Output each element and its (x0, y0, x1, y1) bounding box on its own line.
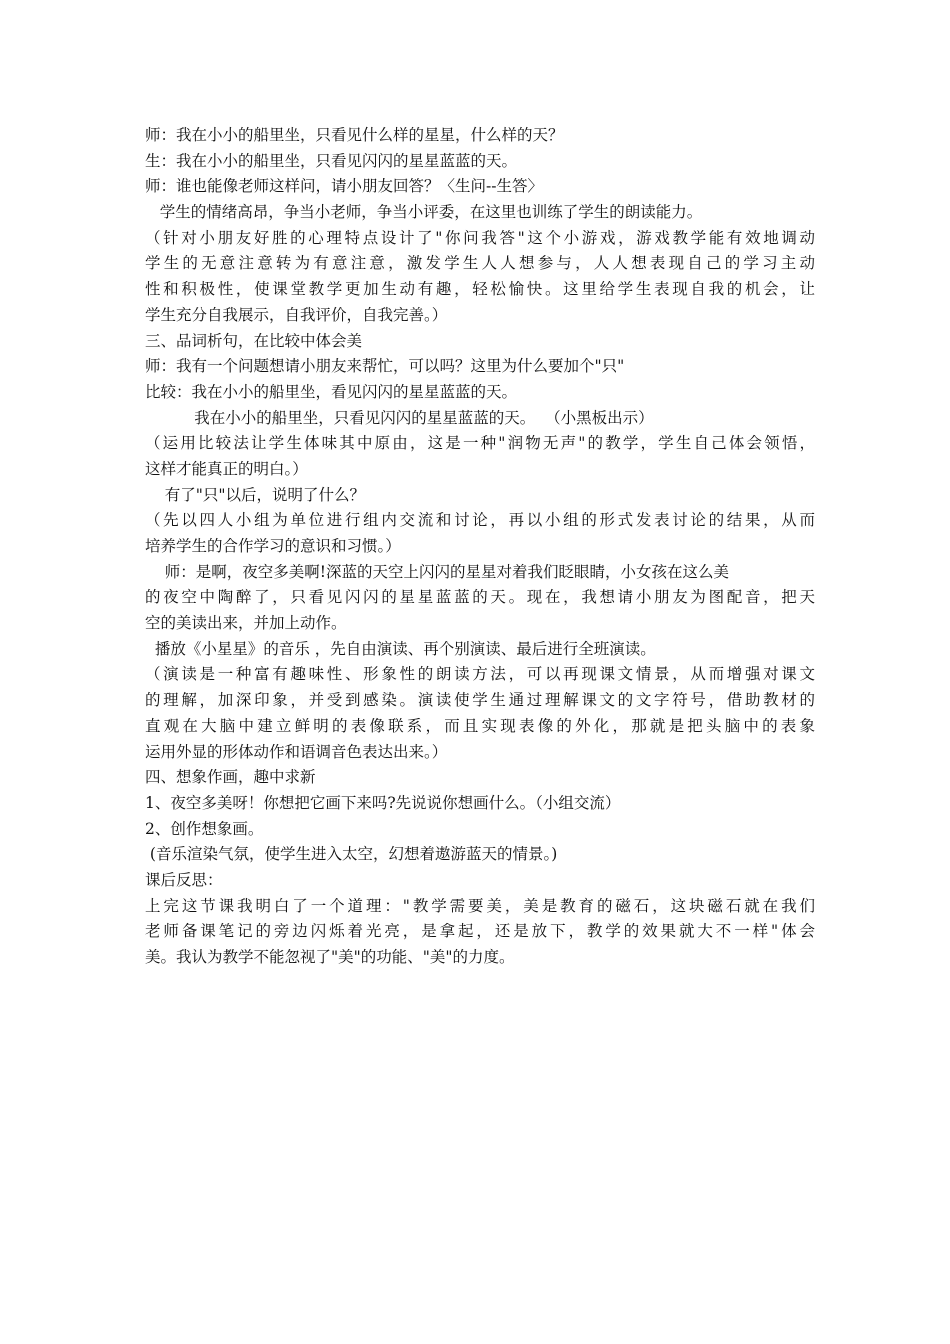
text-line: 培养学生的合作学习的意识和习惯。） (145, 537, 401, 555)
text-line: 上完这节课我明白了一个道理："教学需要美，美是教育的磁石，这块磁石就在我们 (145, 896, 815, 915)
text-line: 这样才能真正的明白。） (145, 459, 308, 478)
text-line: 运用外显的形体动作和语调音色表达出来。） (145, 742, 448, 761)
text-line: 学生的情绪高昂，争当小老师，争当小评委，在这里也训练了学生的朗读能力。 (145, 203, 703, 222)
text-line: （运用比较法让学生体味其中原由，这是一种"润物无声"的教学，学生自己体会领悟， (145, 434, 815, 453)
text-line: 生：我在小小的船里坐，只看见闪闪的星星蓝蓝的天。 (145, 151, 518, 170)
text-line: 的理解，加深印象，并受到感染。演读使学生通过理解课文的文字符号，借助教材的 (145, 691, 815, 710)
document-body (145, 123, 815, 971)
text-line: 学生充分自我展示，自我评价，自我完善。） (145, 305, 448, 324)
text-line: 师：我有一个问题想请小朋友来帮忙，可以吗？这里为什么要加个"只" (145, 357, 625, 376)
text-line: 2、创作想象画。 (145, 819, 264, 838)
text-line: 师：谁也能像老师这样问，请小朋友回答？〈生问--生答〉 (145, 177, 543, 196)
text-line: 老师备课笔记的旁边闪烁着光亮，是拿起，还是放下，教学的效果就大不一样"体会 (145, 922, 815, 941)
text-line: 有了"只"以后，说明了什么？ (145, 485, 365, 504)
text-line: 直观在大脑中建立鲜明的表像联系，而且实现表像的外化，那就是把头脑中的表象 (145, 716, 815, 735)
text-line: 1、夜空多美呀！你想把它画下来吗?先说说你想画什么。（小组交流） (145, 793, 621, 812)
text-line: 师：我在小小的船里坐，只看见什么样的星星，什么样的天？ (145, 126, 564, 144)
text-line: 美。我认为教学不能忽视了"美"的功能、"美"的力度。 (145, 948, 515, 966)
text-line: 学生的无意注意转为有意注意，激发学生人人想参与，人人想表现自己的学习主动 (145, 254, 815, 273)
text-line: (音乐渲染气氛，使学生进入太空，幻想着遨游蓝天的情景。) (145, 845, 558, 864)
section-heading: 三、品词析句，在比较中体会美 (145, 331, 363, 350)
text-line: （演读是一种富有趣味性、形象性的朗读方法，可以再现课文情景，从而增强对课文 (145, 665, 815, 684)
text-line: 师：是啊，夜空多美啊!深蓝的天空上闪闪的星星对着我们眨眼睛，小女孩在这么美 (145, 562, 729, 581)
text-line: （针对小朋友好胜的心理特点设计了"你问我答"这个小游戏，游戏教学能有效地调动 (145, 228, 815, 247)
text-line: 比较：我在小小的船里坐，看见闪闪的星星蓝蓝的天。 (145, 382, 518, 401)
text-line: 空的美读出来，并加上动作。 (145, 614, 347, 633)
text-line: 性和积极性，使课堂教学更加生动有趣，轻松愉快。这里给学生表现自我的机会，让 (145, 280, 815, 299)
section-heading: 四、想象作画，趣中求新 (145, 768, 316, 787)
text-line: 我在小小的船里坐，只看见闪闪的星星蓝蓝的天。 （小黑板出示） (145, 408, 654, 427)
text-line: 播放《小星星》的音乐 ，先自由演读、再个别演读、最后进行全班演读。 (145, 639, 656, 658)
text-line: （先以四人小组为单位进行组内交流和讨论，再以小组的形式发表讨论的结果，从而 (145, 511, 815, 530)
section-heading: 课后反思： (145, 870, 223, 889)
text-line: 的夜空中陶醉了，只看见闪闪的星星蓝蓝的天。现在，我想请小朋友为图配音，把天 (145, 588, 815, 607)
